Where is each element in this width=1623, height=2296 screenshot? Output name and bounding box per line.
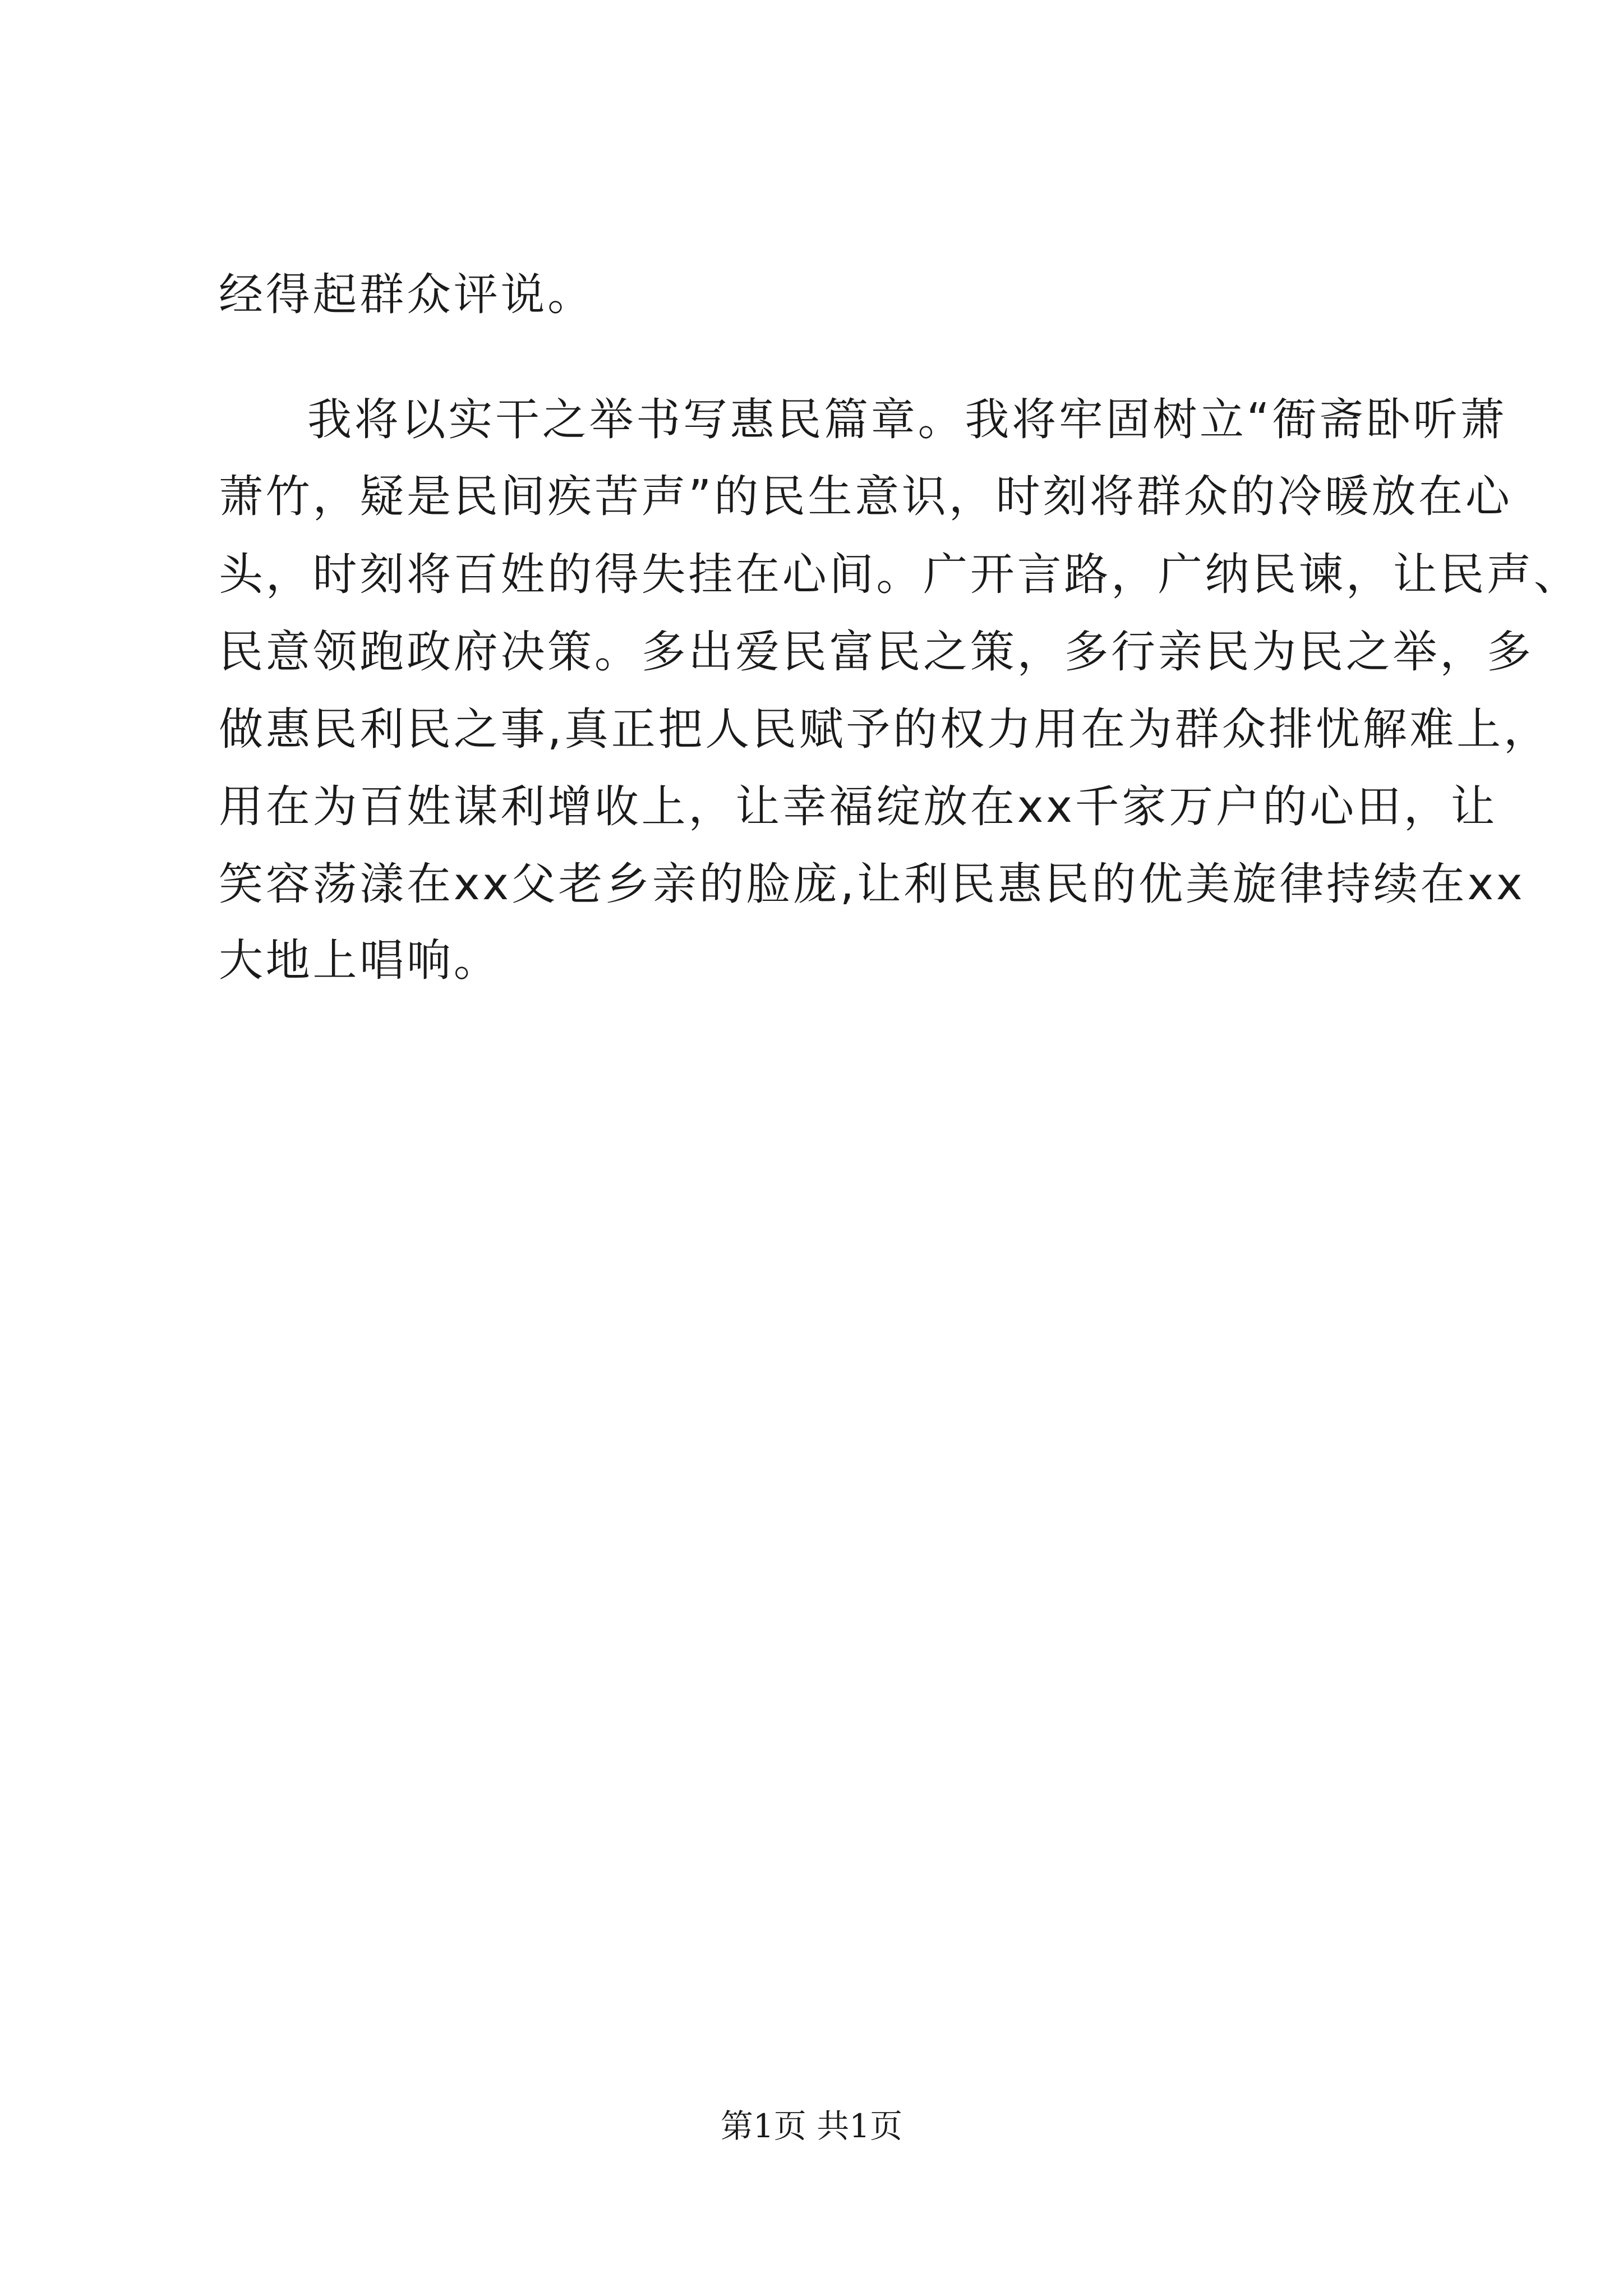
text-line-5: 民意领跑政府决策。多出爱民富民之策，多行亲民为民之举，多 [219, 626, 1534, 678]
text-line-3: 萧竹，疑是民间疾苦声”的民生意识，时刻将群众的冷暖放在心 [219, 471, 1513, 522]
text-line-9: 大地上唱响。 [219, 935, 501, 986]
page-number-footer: 第1页 共1页 [720, 2107, 903, 2145]
text-line-7: 用在为百姓谋利增收上，让幸福绽放在xx千家万户的心田，让 [219, 781, 1498, 832]
text-line-8: 笑容荡漾在xx父老乡亲的脸庞,让利民惠民的优美旋律持续在xx [219, 858, 1525, 910]
paragraph-first-line: 我将以实干之举书写惠民篇章。我将牢固树立“衙斋卧听萧 [307, 394, 1507, 445]
text-line-1: 经得起群众评说。 [219, 269, 594, 320]
text-line-4: 头，时刻将百姓的得失挂在心间。广开言路，广纳民谏，让民声、 [219, 549, 1581, 600]
text-line-6: 做惠民利民之事,真正把人民赋予的权力用在为群众排忧解难上， [219, 703, 1551, 755]
